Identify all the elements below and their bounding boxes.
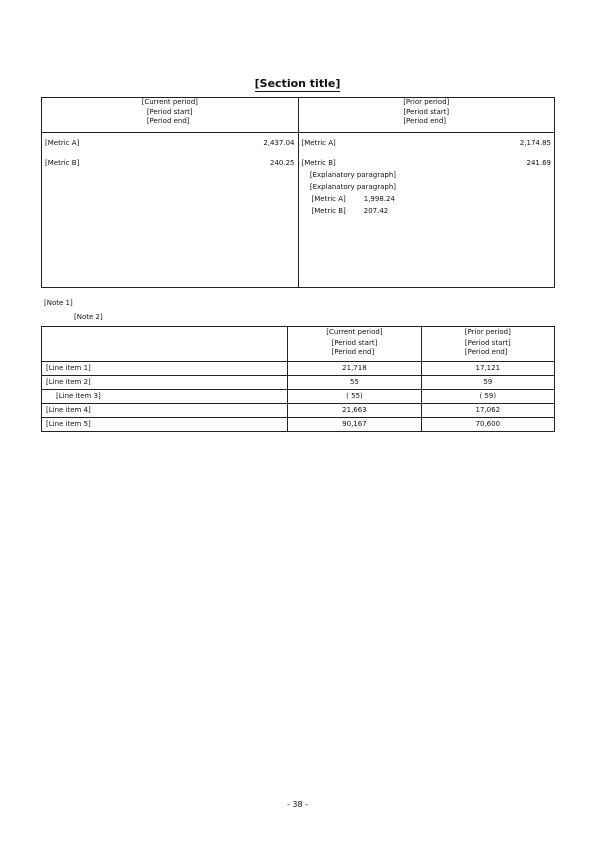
current-row: [Metric B] 240.25 <box>45 159 295 167</box>
prior-row: [Metric B] 241.69 <box>301 159 551 167</box>
page-number: - 38 - <box>286 800 309 809</box>
summary-table <box>41 97 555 288</box>
prior-period-range: [Period start] [Period end] <box>403 108 450 125</box>
table-row: [Line item 2] 55 59 <box>42 376 555 390</box>
restated-row: [Metric A] 1,998.24 <box>311 195 395 203</box>
basis-label-header <box>42 327 288 362</box>
basis-current-header: [Current period] [Period start] [Period end] <box>288 327 421 362</box>
explanatory-paragraph: [Explanatory paragraph] <box>309 183 396 191</box>
note-1: [Note 1] <box>44 299 73 307</box>
current-period-values <box>42 133 299 288</box>
prior-period-header: [Prior period] [Period start] [Period end] <box>298 98 555 133</box>
basis-prior-header: [Prior period] [Period start] [Period end] <box>421 327 554 362</box>
basis-table <box>41 326 555 432</box>
prior-period-values <box>298 133 555 288</box>
table-row: [Line item 3] ( 55) ( 59) <box>42 390 555 404</box>
prior-row: [Metric A] 2,174.85 <box>301 139 551 147</box>
table-row: [Line item 4] 21,663 17,062 <box>42 404 555 418</box>
table-row: [Line item 1] 21,718 17,121 <box>42 362 555 376</box>
restated-row: [Metric B] 207.42 <box>311 207 389 215</box>
current-row: [Metric A] 2,437.04 <box>45 139 295 147</box>
table-row: [Line item 5] 90,167 70,600 <box>42 418 555 432</box>
current-period-range: [Period start] [Period end] <box>146 108 193 125</box>
page-title: [Section title] <box>254 77 341 90</box>
note-2: [Note 2] <box>74 313 103 321</box>
explanatory-paragraph: [Explanatory paragraph] <box>309 171 396 179</box>
current-period-header: [Current period] [Period start] [Period end] <box>42 98 299 133</box>
